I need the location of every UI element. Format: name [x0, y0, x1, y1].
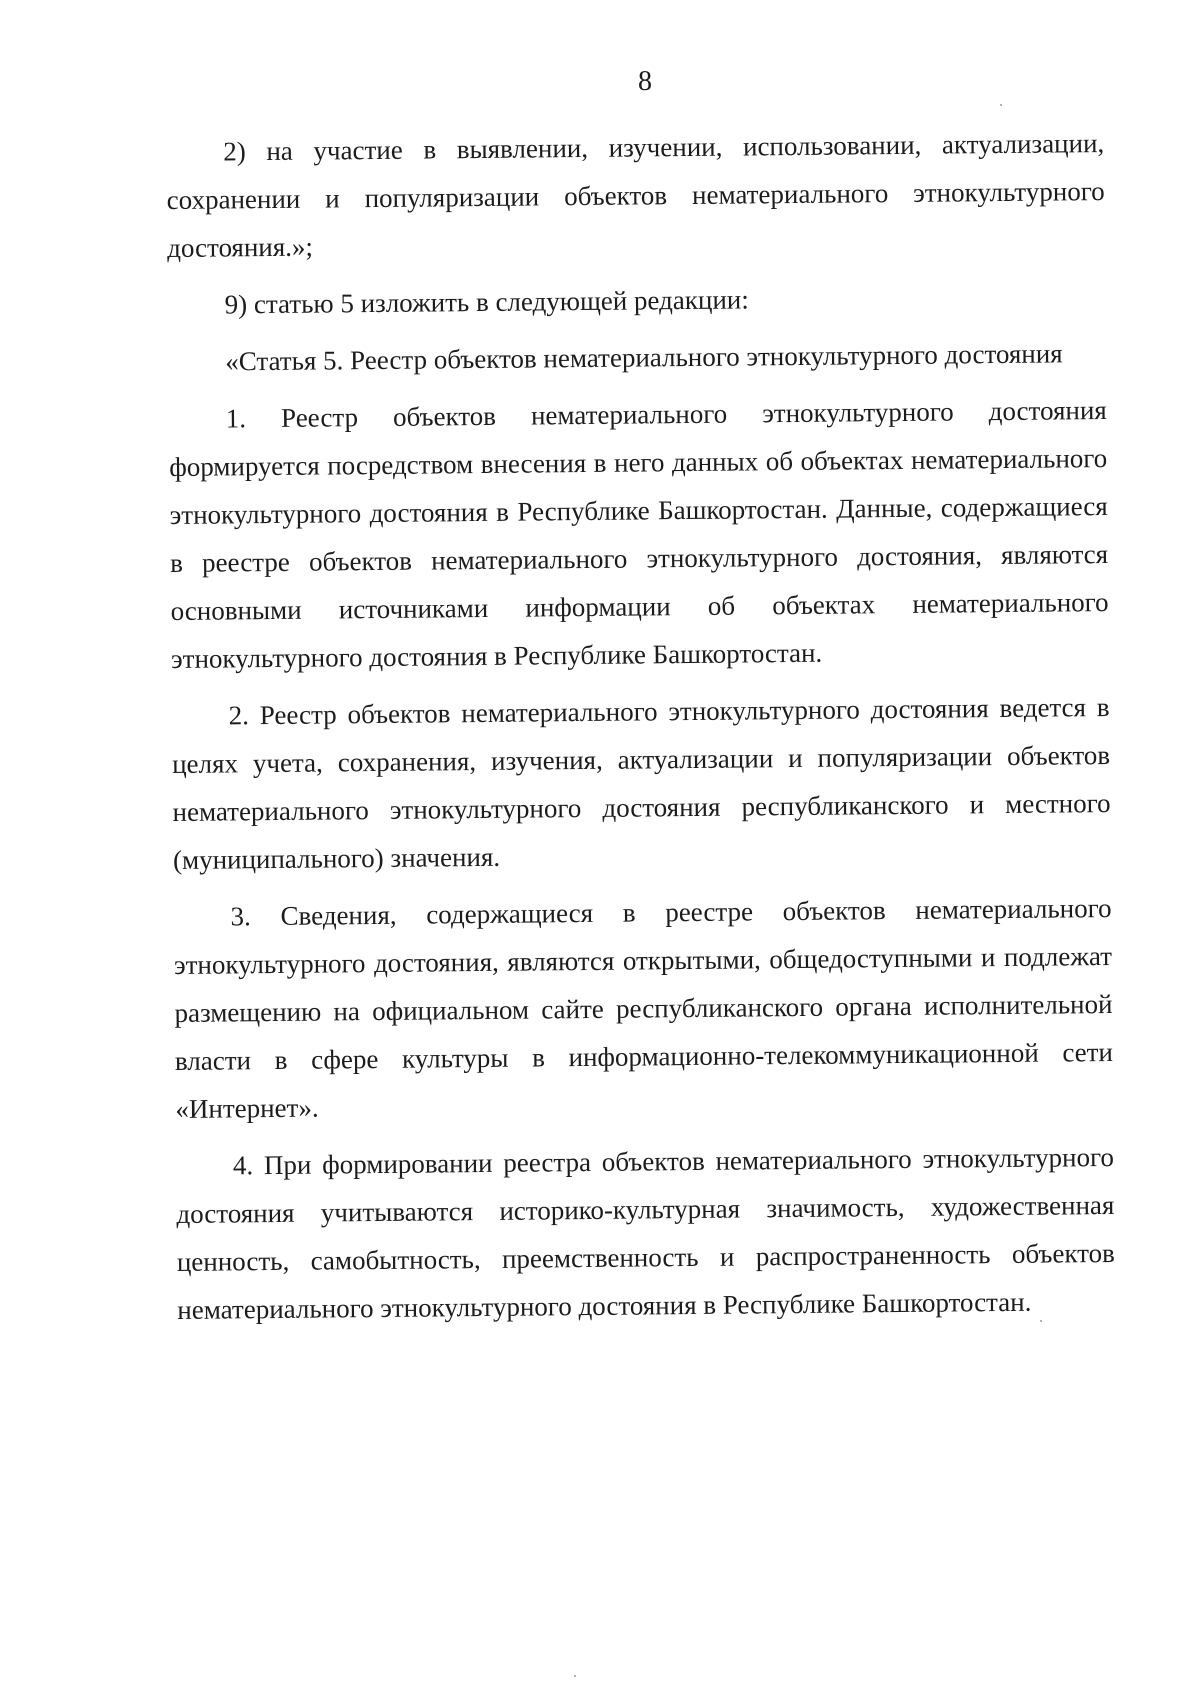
scan-speck	[1000, 104, 1002, 106]
article-5-part-3: 3. Сведения, содержащиеся в реестре объектов нематериального этнокультурного достояния, являются открытыми, общедоступными и подлежат размещению на официальном сайте республиканского органа исполнительной власти в сфере культуры в информационно-телекоммуникационной сети «Интернет».	[173, 892, 1114, 1124]
paragraph-item-2-continuation: 2) на участие в выявлении, изучении, использовании, актуализации, сохранении и популяризации объектов нематериального этнокультурного достояния.»;	[166, 127, 1105, 263]
scan-speck	[574, 1675, 576, 1677]
document-body	[166, 119, 1116, 1343]
scan-speck	[1040, 1320, 1042, 1322]
article-5-part-1: 1. Реестр объектов нематериального этнокультурного достояния формируется посредством внесения в него данных об объектах нематериального этнокультурного достояния в Республике Башкортостан. Данные, содержащиеся в реестре объектов нематериального этнокультурного достояния, являются основными источниками информации об объектах нематериального этнокультурного достояния в Республике Башкортостан.	[169, 394, 1109, 674]
article-5-heading: «Статья 5. Реестр объектов нематериального этнокультурного достояния	[225, 338, 1063, 377]
page-number: 8	[638, 66, 652, 97]
article-5-part-4: 4. При формировании реестра объектов нематериального этнокультурного достояния учитываются историко-культурная значимость, художественная ценность, самобытность, преемственность и распространенность объектов нематериального этнокультурного достояния в Республике Башкортостан.	[176, 1141, 1115, 1325]
paragraph-amendment-9: 9) статью 5 изложить в следующей редакции:	[224, 284, 749, 320]
article-5-part-2: 2. Реестр объектов нематериального этнокультурного достояния ведется в целях учета, сохранения, изучения, актуализации и популяризации объектов нематериального этнокультурного достояния республиканского и местного (муниципального) значения.	[171, 691, 1111, 875]
